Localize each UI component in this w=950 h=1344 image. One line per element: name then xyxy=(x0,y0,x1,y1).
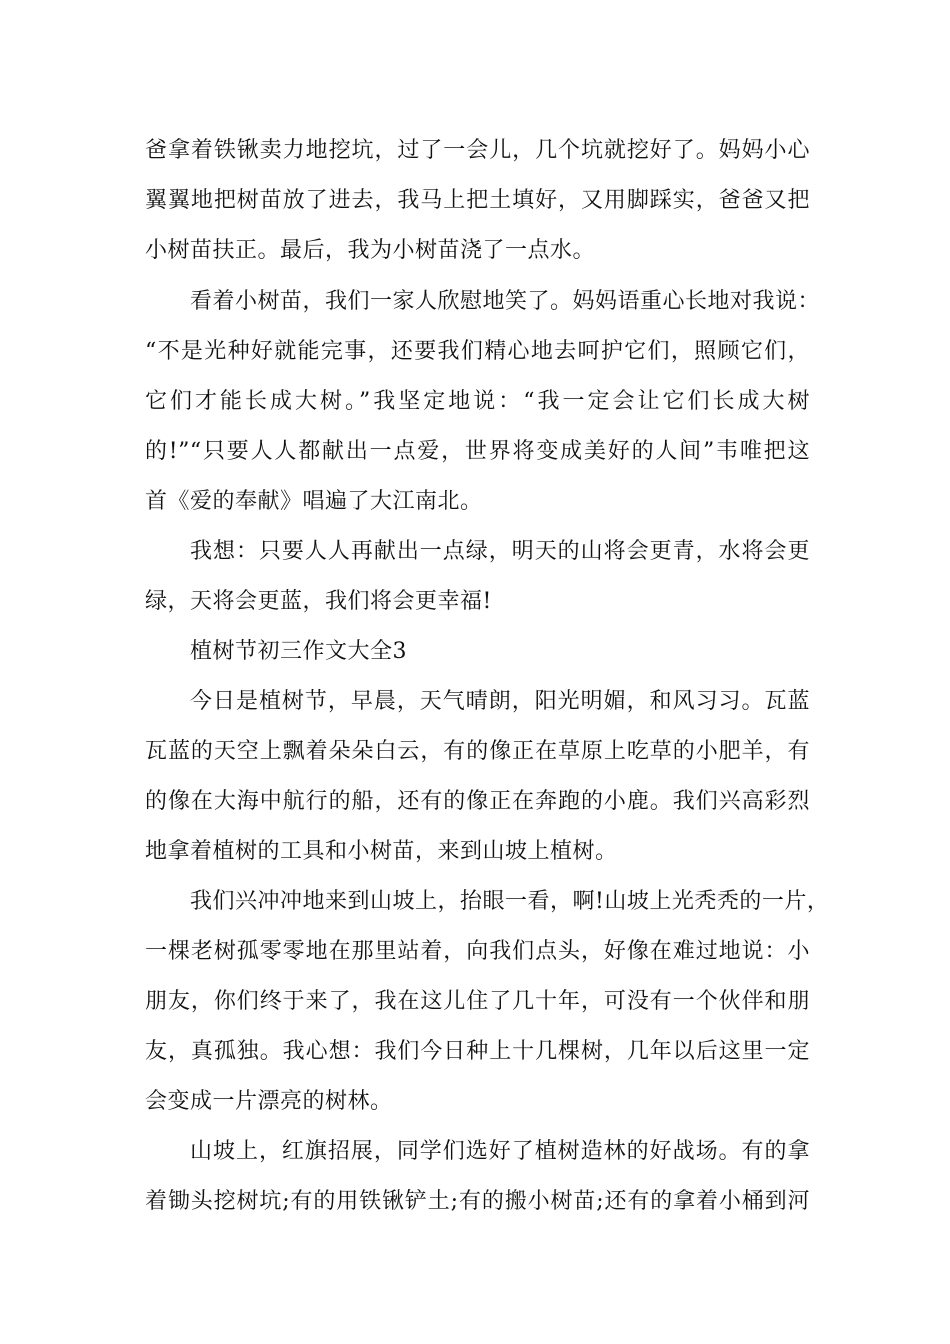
text-line: “不是光种好就能完事，还要我们精心地去呵护它们，照顾它们， xyxy=(145,339,810,364)
text-line: 地拿着植树的工具和小树苗，来到山坡上植树。 xyxy=(145,839,618,864)
text-line: 会变成一片漂亮的树林。 xyxy=(145,1089,393,1114)
text-line: 的!”“只要人人都献出一点爱，世界将变成美好的人间”韦唯把这 xyxy=(145,439,810,464)
text-line: 友，真孤独。我心想：我们今日种上十几棵树，几年以后这里一定 xyxy=(145,1039,810,1064)
text-line: 我想：只要人人再献出一点绿，明天的山将会更青，水将会更 xyxy=(190,539,810,564)
text-line: 朋友，你们终于来了，我在这儿住了几十年，可没有一个伙伴和朋 xyxy=(145,989,810,1014)
text-line: 一棵老树孤零零地在那里站着，向我们点头，好像在难过地说：小 xyxy=(145,939,810,964)
text-line: 爸拿着铁锹卖力地挖坑，过了一会儿，几个坑就挖好了。妈妈小心 xyxy=(145,138,810,163)
section-heading: 植树节初三作文大全3 xyxy=(190,639,407,664)
text-line: 我们兴冲冲地来到山坡上，抬眼一看，啊!山坡上光秃秃的一片， xyxy=(190,889,830,914)
text-line: 首《爱的奉献》唱遍了大江南北。 xyxy=(145,489,483,514)
text-line: 它们才能长成大树。”我坚定地说：“我一定会让它们长成大树 xyxy=(145,389,810,414)
text-line: 小树苗扶正。最后，我为小树苗浇了一点水。 xyxy=(145,238,596,263)
text-line: 山坡上，红旗招展，同学们选好了植树造林的好战场。有的拿 xyxy=(190,1139,810,1164)
text-line: 的像在大海中航行的船，还有的像正在奔跑的小鹿。我们兴高彩烈 xyxy=(145,789,810,814)
text-line: 看着小树苗，我们一家人欣慰地笑了。妈妈语重心长地对我说： xyxy=(190,289,821,314)
text-line: 今日是植树节，早晨，天气晴朗，阳光明媚，和风习习。瓦蓝 xyxy=(190,689,810,714)
text-line: 瓦蓝的天空上飘着朵朵白云，有的像正在草原上吃草的小肥羊，有 xyxy=(145,739,810,764)
text-line: 着锄头挖树坑;有的用铁锹铲土;有的搬小树苗;还有的拿着小桶到河 xyxy=(145,1189,810,1214)
text-line: 翼翼地把树苗放了进去，我马上把土填好，又用脚踩实，爸爸又把 xyxy=(145,188,810,213)
text-line: 绿，天将会更蓝，我们将会更幸福! xyxy=(145,589,492,614)
